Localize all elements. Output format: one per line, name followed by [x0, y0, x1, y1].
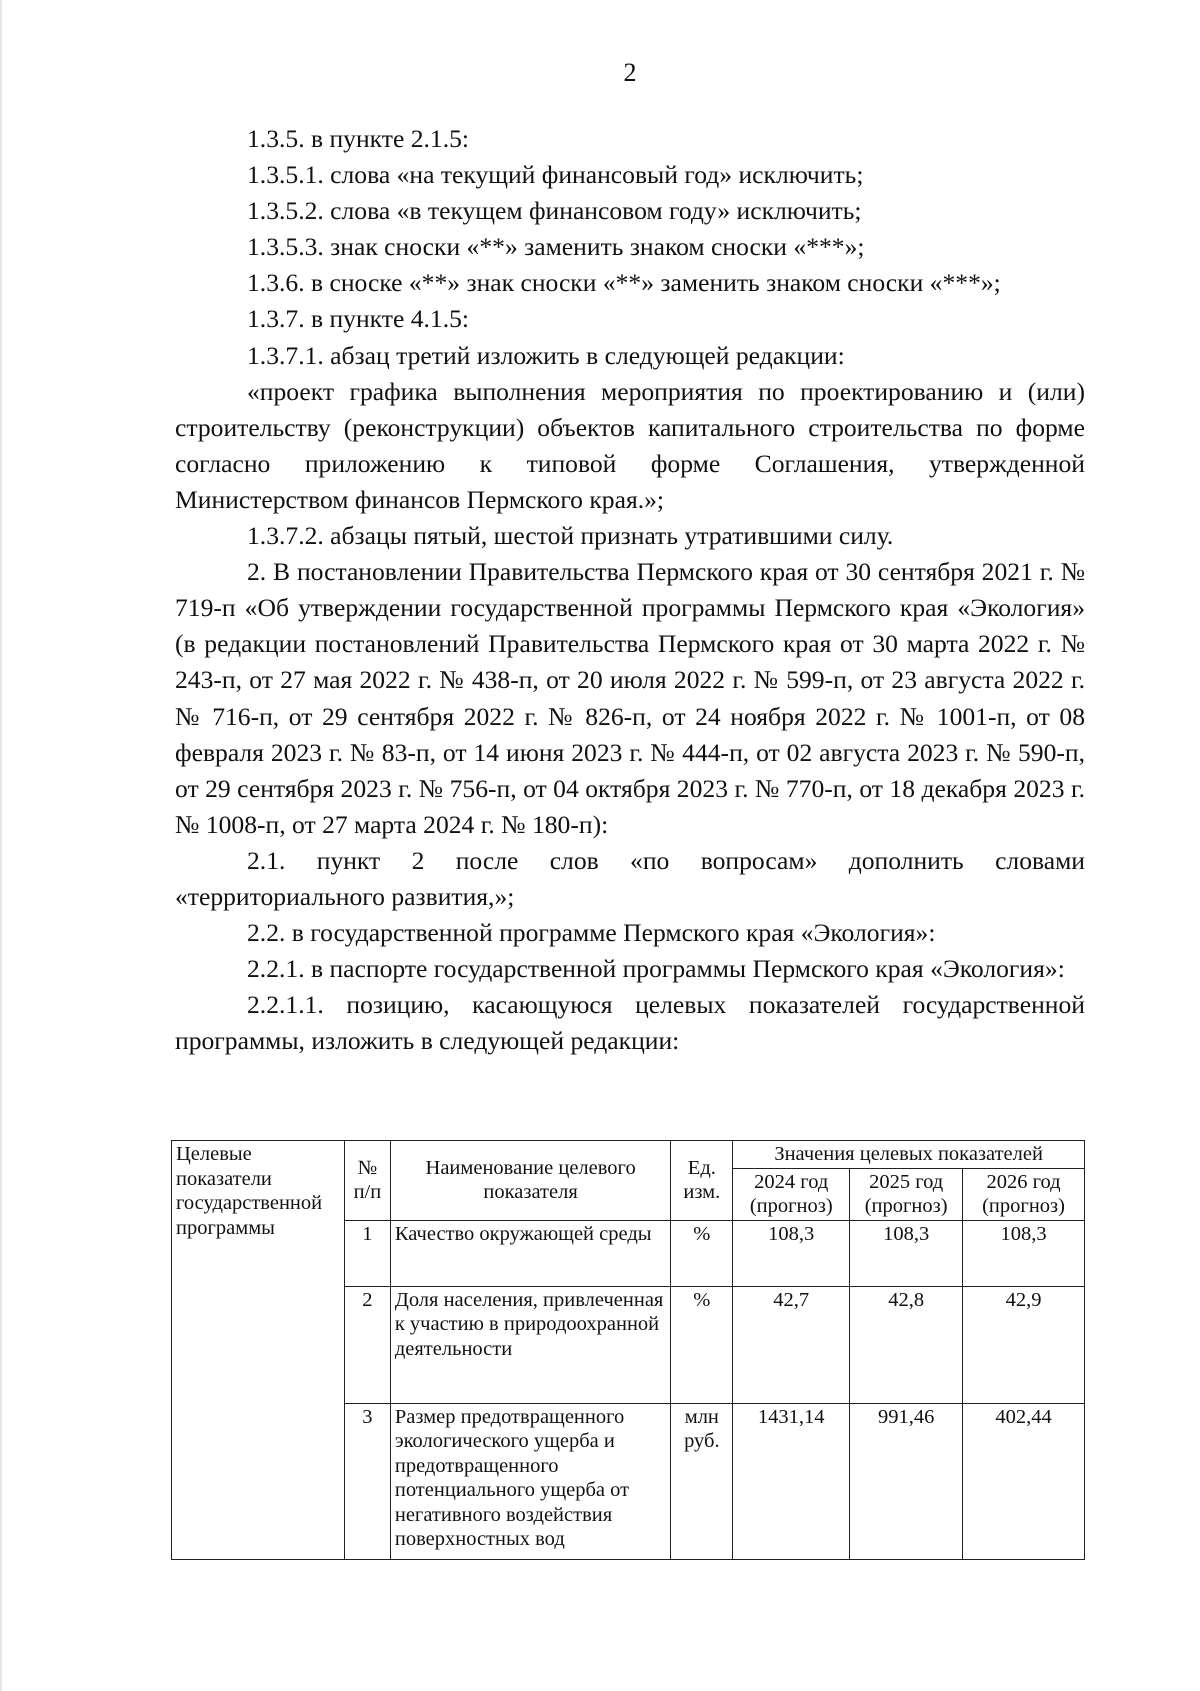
row-number: 1	[344, 1220, 390, 1286]
header-year: 2025 год (прогноз)	[850, 1168, 963, 1220]
header-year: 2024 год (прогноз)	[733, 1168, 850, 1220]
row-value: 402,44	[963, 1403, 1085, 1559]
paragraph: 2.2. в государственной программе Пермского края «Экология»:	[247, 918, 936, 948]
page-number: 2	[623, 58, 637, 87]
table-header-row	[172, 1141, 1085, 1169]
header-values-group: Значения целевых показателей	[733, 1141, 1085, 1169]
row-value: 108,3	[850, 1220, 963, 1286]
row-unit: %	[671, 1220, 733, 1286]
paragraph: 2.2.1. в паспорте государственной программы Пермского края «Экология»:	[247, 954, 1065, 984]
row-name: Качество окружающей среды	[390, 1220, 671, 1286]
paragraph: 2.1. пункт 2 после слов «по вопросам» дополнить словами «территориального развития,»;	[175, 845, 1085, 911]
row-value: 1431,14	[733, 1403, 850, 1559]
row-number: 3	[344, 1403, 390, 1559]
paragraph: 1.3.5.2. слова «в текущем финансовом году» исключить;	[247, 196, 862, 226]
row-value: 991,46	[850, 1403, 963, 1559]
row-unit: %	[671, 1286, 733, 1403]
header-name: Наименование целевого показателя	[390, 1141, 671, 1221]
row-value: 42,9	[963, 1286, 1085, 1403]
row-unit: млн руб.	[671, 1403, 733, 1559]
row-value: 42,7	[733, 1286, 850, 1403]
row-value: 108,3	[963, 1220, 1085, 1286]
paragraph: 1.3.5.3. знак сноски «**» заменить знаком сноски «***»;	[247, 232, 865, 262]
paragraph: 1.3.7.1. абзац третий изложить в следующей редакции:	[247, 340, 845, 370]
row-name: Размер предотвращенного экологического ущерба и предотвращенного потенциального ущерба от негативного воздействия поверхностных вод	[390, 1403, 671, 1559]
row-value: 108,3	[733, 1220, 850, 1286]
scan-edge-line	[0, 0, 2, 1691]
paragraph: 1.3.5. в пункте 2.1.5:	[247, 124, 469, 153]
document-body	[175, 121, 1085, 1059]
row-value: 42,8	[850, 1286, 963, 1403]
header-number: № п/п	[344, 1141, 390, 1221]
paragraph: 2. В постановлении Правительства Пермского края от 30 сентября 2021 г. № 719-п «Об утверждении государственной программы Пермского края «Экология» (в редакции постановлений Правительства Пермского края от 30 марта 2022 г. № 243-п, от 27 мая 2022 г. № 438-п, от 20 июля 2022 г. № 599-п, от 23 августа 2022 г. № 716-п, от 29 сентября 2022 г. № 826-п, от 24 ноября 2022 г. № 1001-п, от 08 февраля 2023 г. № 83-п, от 14 июня 2023 г. № 444-п, от 02 августа 2023 г. № 590-п, от 29 сентября 2023 г. № 756-п, от 04 октября 2023 г. № 770-п, от 18 декабря 2023 г. № 1008-п, от 27 марта 2024 г. № 180-п):	[175, 557, 1085, 839]
target-indicators-table	[171, 1140, 1085, 1560]
paragraph: 1.3.5.1. слова «на текущий финансовый год» исключить;	[247, 160, 864, 190]
quoted-paragraph: «проект графика выполнения мероприятия по проектированию и (или) строительству (реконструкции) объектов капитального строительства по форме согласно приложению к типовой форме Соглашения, утвержденной Министерством финансов Пермского края.»;	[175, 376, 1085, 514]
paragraph: 1.3.6. в сноске «**» знак сноски «**» заменить знаком сноски «***»;	[247, 268, 1001, 298]
header-year: 2026 год (прогноз)	[963, 1168, 1085, 1220]
header-unit: Ед. изм.	[671, 1141, 733, 1221]
row-number: 2	[344, 1286, 390, 1403]
paragraph: 1.3.7. в пункте 4.1.5:	[247, 304, 469, 334]
section-label-cell: Целевые показатели государственной программы	[172, 1141, 345, 1560]
paragraph: 2.2.1.1. позицию, касающуюся целевых показателей государственной программы, изложить в следующей редакции:	[175, 990, 1085, 1056]
row-name: Доля населения, привлеченная к участию в природоохранной деятельности	[390, 1286, 671, 1403]
paragraph: 1.3.7.2. абзацы пятый, шестой признать утратившими силу.	[247, 521, 894, 551]
